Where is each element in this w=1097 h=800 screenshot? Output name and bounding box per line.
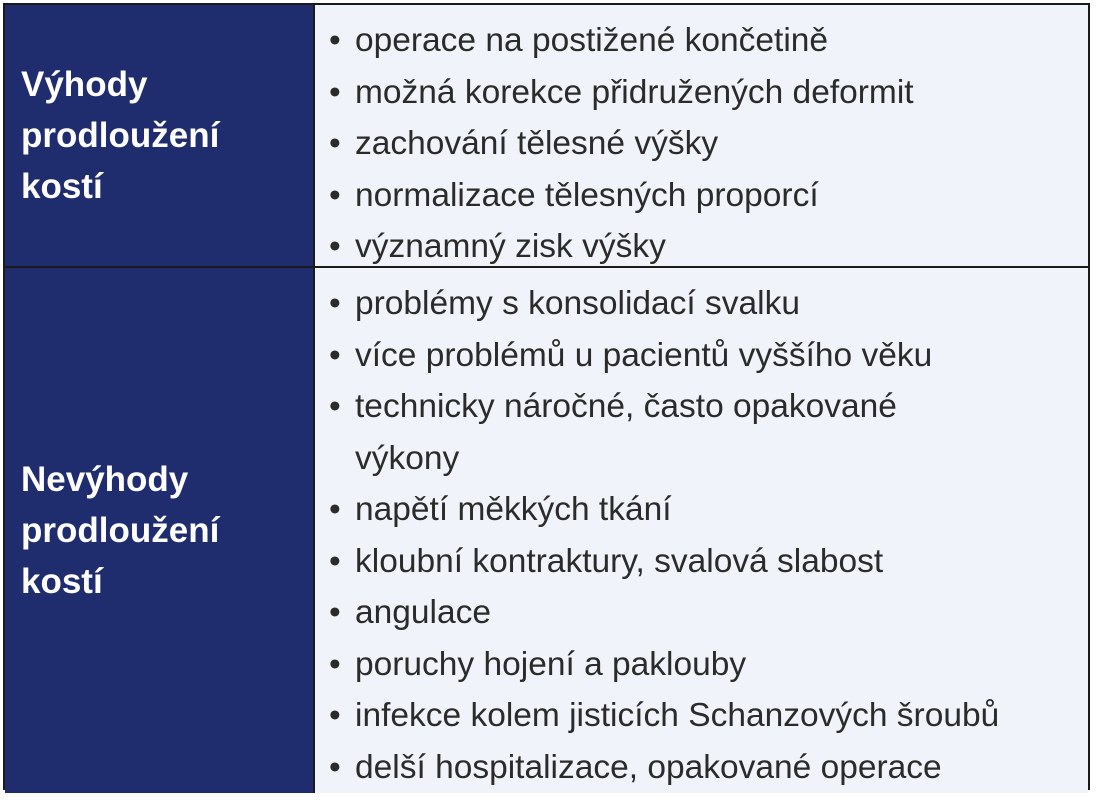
bullet-icon: • — [329, 285, 341, 322]
list-item — [329, 170, 1088, 222]
advantage-text: operace na postižené končetině — [355, 22, 829, 59]
bullet-icon: • — [329, 697, 341, 734]
advantages-list — [329, 15, 1088, 273]
disadvantage-text: angulace — [355, 594, 491, 631]
bullet-icon: • — [329, 336, 341, 374]
advantages-list-cell — [313, 5, 1088, 268]
list-item — [329, 330, 1088, 382]
advantage-text: normalizace tělesných proporcí — [355, 176, 819, 214]
advantage-text: možná korekce přidružených deformit — [355, 73, 914, 111]
list-item — [329, 381, 1003, 484]
list-item — [329, 67, 1088, 119]
list-item — [329, 536, 1088, 588]
disadvantage-text: problémy s konsolidací svalku — [355, 285, 801, 322]
bullet-icon: • — [329, 542, 341, 580]
disadvantages-list-cell — [313, 268, 1088, 793]
bullet-icon: • — [329, 176, 341, 214]
pros-cons-table — [3, 3, 1090, 790]
disadvantage-text: delší hospitalizace, opakované operace — [355, 748, 942, 786]
bullet-icon: • — [329, 125, 341, 162]
disadvantage-text: více problémů u pacientů vyššího věku — [355, 336, 933, 374]
bullet-icon: • — [329, 594, 341, 631]
list-item — [329, 278, 1088, 330]
disadvantages-header-label: Nevýhody prodloužení kostí — [21, 460, 220, 601]
advantages-header-label: Výhody prodloužení kostí — [21, 65, 220, 206]
disadvantage-text: infekce kolem jisticích Schanzových šroubů — [355, 697, 1000, 734]
list-item — [329, 742, 1088, 794]
bullet-icon: • — [329, 491, 341, 528]
disadvantage-text: napětí měkkých tkání — [355, 491, 672, 528]
list-item — [329, 639, 1088, 691]
advantage-text: zachování tělesné výšky — [355, 125, 719, 162]
bullet-icon: • — [329, 228, 341, 265]
list-item — [329, 118, 1088, 170]
advantage-text: významný zisk výšky — [355, 228, 666, 265]
disadvantages-header — [5, 268, 313, 793]
list-item — [329, 484, 1088, 536]
advantages-header — [5, 5, 313, 268]
bullet-icon: • — [329, 73, 341, 111]
list-item — [329, 221, 1088, 273]
list-item — [329, 587, 1088, 639]
bullet-icon: • — [329, 748, 341, 786]
list-item — [329, 15, 1088, 67]
disadvantages-list — [329, 278, 1088, 793]
bullet-icon: • — [329, 22, 341, 59]
disadvantage-text: poruchy hojení a paklouby — [355, 645, 747, 683]
bullet-icon: • — [329, 388, 341, 425]
disadvantage-text: kloubní kontraktury, svalová slabost — [355, 542, 884, 580]
bullet-icon: • — [329, 645, 341, 683]
list-item — [329, 690, 1088, 742]
disadvantage-text: technicky náročné, často opakované výkony — [355, 388, 897, 477]
